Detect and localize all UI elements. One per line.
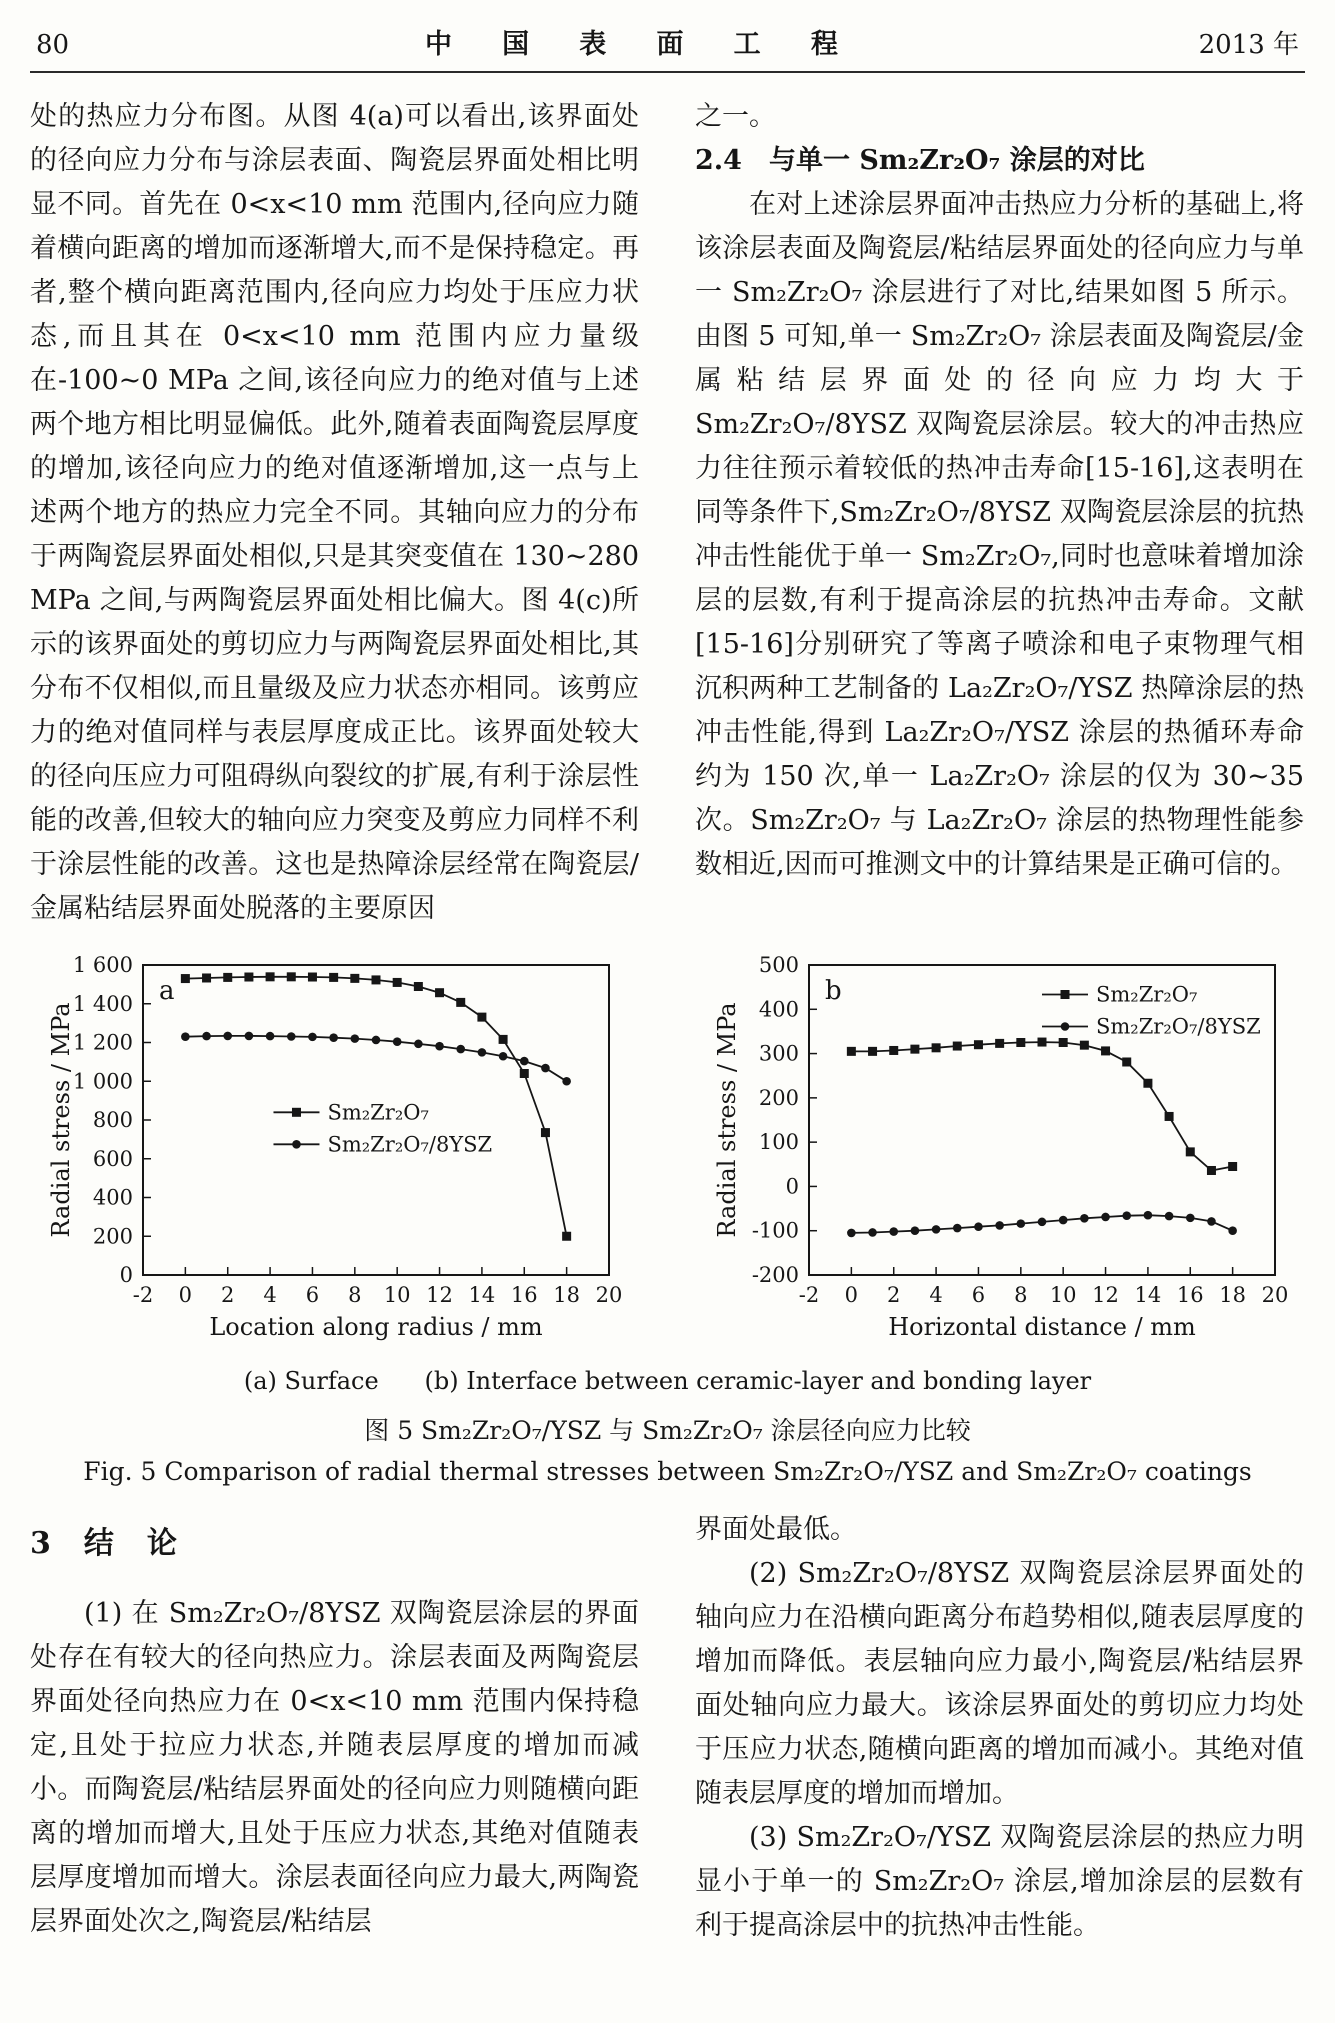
svg-text:-100: -100	[751, 1218, 799, 1243]
figure-5-caption-en: Fig. 5 Comparison of radial thermal stresses between Sm₂Zr₂O₇/YSZ and Sm₂Zr₂O₇ coatings	[83, 1457, 1252, 1486]
svg-text:12: 12	[425, 1283, 453, 1307]
svg-text:10: 10	[383, 1283, 411, 1307]
svg-text:200: 200	[758, 1085, 799, 1110]
svg-text:10: 10	[1049, 1283, 1077, 1307]
svg-text:200: 200	[92, 1224, 133, 1249]
svg-text:Radial stress / MPa: Radial stress / MPa	[712, 1002, 741, 1238]
svg-text:1 000: 1 000	[72, 1069, 133, 1094]
svg-text:16: 16	[1176, 1283, 1204, 1307]
svg-text:16: 16	[510, 1283, 538, 1307]
svg-text:0: 0	[785, 1174, 799, 1199]
svg-text:b: b	[824, 976, 842, 1006]
svg-text:Sm₂Zr₂O₇/8YSZ: Sm₂Zr₂O₇/8YSZ	[326, 1132, 492, 1157]
svg-text:Horizontal distance / mm: Horizontal distance / mm	[887, 1313, 1196, 1341]
svg-text:Sm₂Zr₂O₇/8YSZ: Sm₂Zr₂O₇/8YSZ	[1095, 1014, 1261, 1039]
svg-text:Sm₂Zr₂O₇: Sm₂Zr₂O₇	[326, 1100, 429, 1125]
svg-text:Location along radius / mm: Location along radius / mm	[208, 1313, 543, 1341]
svg-text:4: 4	[928, 1283, 943, 1307]
svg-text:800: 800	[92, 1108, 133, 1132]
figure-5	[30, 951, 1305, 1486]
chart-a-surface-radial-stress	[45, 951, 625, 1351]
svg-text:400: 400	[758, 997, 799, 1022]
svg-text:2: 2	[220, 1283, 234, 1307]
svg-text:0: 0	[844, 1283, 858, 1307]
journal-title: 中 国 表 面 工 程	[424, 29, 843, 60]
svg-text:Sm₂Zr₂O₇: Sm₂Zr₂O₇	[1095, 982, 1197, 1007]
svg-text:8: 8	[347, 1283, 362, 1307]
conclusion-item-1-tail: 界面处最低。	[695, 1514, 857, 1545]
conclusion-item-2: (2) Sm₂Zr₂O₇/8YSZ 双陶瓷层涂层界面处的轴向应力在沿横向距离分布趋势相似,随表层厚度的增加而降低。表层轴向应力最小,陶瓷层/粘结层界面处轴向应力最大。该涂层界面处的剪切应力均处于压应力状态,随横向距离的增加而减小。其绝对值随表层厚度的增加而增加。	[695, 1558, 1304, 1809]
svg-text:500: 500	[758, 953, 799, 977]
figure-5-subcaption: (a) Surface (b) Interface between ceramic-layer and bonding layer	[243, 1367, 1092, 1395]
left-column-top	[30, 95, 639, 931]
svg-text:-200: -200	[751, 1263, 799, 1287]
svg-text:6: 6	[305, 1283, 319, 1307]
svg-text:6: 6	[971, 1283, 985, 1307]
svg-text:a: a	[158, 976, 175, 1006]
svg-text:18: 18	[1218, 1283, 1246, 1307]
svg-text:0: 0	[119, 1263, 133, 1287]
svg-text:1 200: 1 200	[72, 1030, 133, 1055]
svg-text:18: 18	[552, 1283, 580, 1307]
page-number: 80	[36, 30, 70, 60]
page-header	[30, 20, 1305, 73]
issue-year: 2013 年	[1198, 30, 1299, 60]
svg-text:1 600: 1 600	[72, 953, 133, 977]
svg-text:4: 4	[262, 1283, 277, 1307]
figure-5-caption-zh: 图 5 Sm₂Zr₂O₇/YSZ 与 Sm₂Zr₂O₇ 涂层径向应力比较	[364, 1416, 971, 1445]
svg-text:1 400: 1 400	[72, 991, 133, 1016]
svg-text:Radial stress / MPa: Radial stress / MPa	[46, 1002, 75, 1238]
svg-text:400: 400	[92, 1185, 133, 1210]
figure-5-charts	[30, 951, 1305, 1351]
svg-text:14: 14	[1134, 1283, 1161, 1307]
svg-text:8: 8	[1013, 1283, 1028, 1307]
svg-text:100: 100	[758, 1130, 799, 1155]
left-column-bottom	[30, 1508, 639, 1948]
section-2-4-heading: 2.4 与单一 Sm₂Zr₂O₇ 涂层的对比	[695, 145, 1145, 176]
conclusion-item-1: (1) 在 Sm₂Zr₂O₇/8YSZ 双陶瓷层涂层的界面处存在有较大的径向热应力。涂层表面及两陶瓷层界面处径向热应力在 0<x<10 mm 范围内保持稳定,且处于拉应力状态,并随表层厚度的增加而减小。而陶瓷层/粘结层界面处的径向应力则随横向距离的增加而增大,且处于压应力状态,其绝对值随表层厚度增加而增大。涂层表面径向应力最大,两陶瓷层界面处次之,陶瓷层/粘结层	[30, 1598, 639, 1937]
conclusion-heading: 3 结 论	[30, 1526, 179, 1561]
right-column-bottom	[695, 1508, 1304, 1948]
section-2-4-paragraph: 在对上述涂层界面冲击热应力分析的基础上,将该涂层表面及陶瓷层/粘结层界面处的径向应力与单一 Sm₂Zr₂O₇ 涂层进行了对比,结果如图 5 所示。由图 5 可知,单一 Sm₂Zr₂O₇ 涂层表面及陶瓷层/金属粘结层界面处的径向应力均大于 Sm₂Zr₂O₇/8YSZ 双陶瓷层涂层。较大的冲击热应力往往预示着较低的热冲击寿命[15-16],这表明在同等条件下,Sm₂Zr₂O₇/8YSZ 双陶瓷层涂层的抗热冲击性能优于单一 Sm₂Zr₂O₇,同时也意味着增加涂层的层数,有利于提高涂层的抗热冲击寿命。文献[15-16]分别研究了等离子喷涂和电子束物理气相沉积两种工艺制备的 La₂Zr₂O₇/YSZ 热障涂层的热冲击性能,得到 La₂Zr₂O₇/YSZ 涂层的热循环寿命约为 150 次,单一 La₂Zr₂O₇ 涂层的仅为 30~35 次。Sm₂Zr₂O₇ 与 La₂Zr₂O₇ 涂层的热物理性能参数相近,因而可推测文中的计算结果是正确可信的。	[695, 189, 1304, 880]
right-column-top	[695, 95, 1304, 931]
svg-text:2: 2	[886, 1283, 900, 1307]
svg-text:12: 12	[1091, 1283, 1119, 1307]
svg-text:20: 20	[595, 1283, 622, 1307]
svg-text:20: 20	[1261, 1283, 1288, 1307]
chart-b-interface-radial-stress	[711, 951, 1291, 1351]
svg-text:600: 600	[92, 1146, 133, 1171]
conclusion-item-3: (3) Sm₂Zr₂O₇/YSZ 双陶瓷层涂层的热应力明显小于单一的 Sm₂Zr₂O₇ 涂层,增加涂层的层数有利于提高涂层中的抗热冲击性能。	[695, 1822, 1304, 1941]
svg-text:-2: -2	[132, 1283, 153, 1307]
svg-text:14: 14	[468, 1283, 495, 1307]
conclusion-columns	[30, 1508, 1305, 1948]
top-text-columns	[30, 95, 1305, 931]
svg-text:300: 300	[758, 1041, 799, 1066]
svg-text:-2: -2	[798, 1283, 819, 1307]
body-paragraph-continuation: 处的热应力分布图。从图 4(a)可以看出,该界面处的径向应力分布与涂层表面、陶瓷层界面处相比明显不同。首先在 0<x<10 mm 范围内,径向应力随着横向距离的增加而逐渐增大,而不是保持稳定。再者,整个横向距离范围内,径向应力均处于压应力状态,而且其在 0<x<10 mm 范围内应力量级在-100~0 MPa 之间,该径向应力的绝对值与上述两个地方相比明显偏低。此外,随着表面陶瓷层厚度的增加,该径向应力的绝对值逐渐增加,这一点与上述两个地方的热应力完全不同。其轴向应力的分布于两陶瓷层界面处相似,只是其突变值在 130~280 MPa 之间,与两陶瓷层界面处相比偏大。图 4(c)所示的该界面处的剪切应力与两陶瓷层界面处相比,其分布不仅相似,而且量级及应力状态亦相同。该剪应力的绝对值同样与表层厚度成正比。该界面处较大的径向压应力可阻碍纵向裂纹的扩展,有利于涂层性能的改善,但较大的轴向应力突变及剪应力同样不利于涂层性能的改善。这也是热障涂层经常在陶瓷层/金属粘结层界面处脱落的主要原因	[30, 101, 639, 924]
svg-text:0: 0	[178, 1283, 192, 1307]
paragraph-continuation-tail: 之一。	[695, 101, 776, 132]
